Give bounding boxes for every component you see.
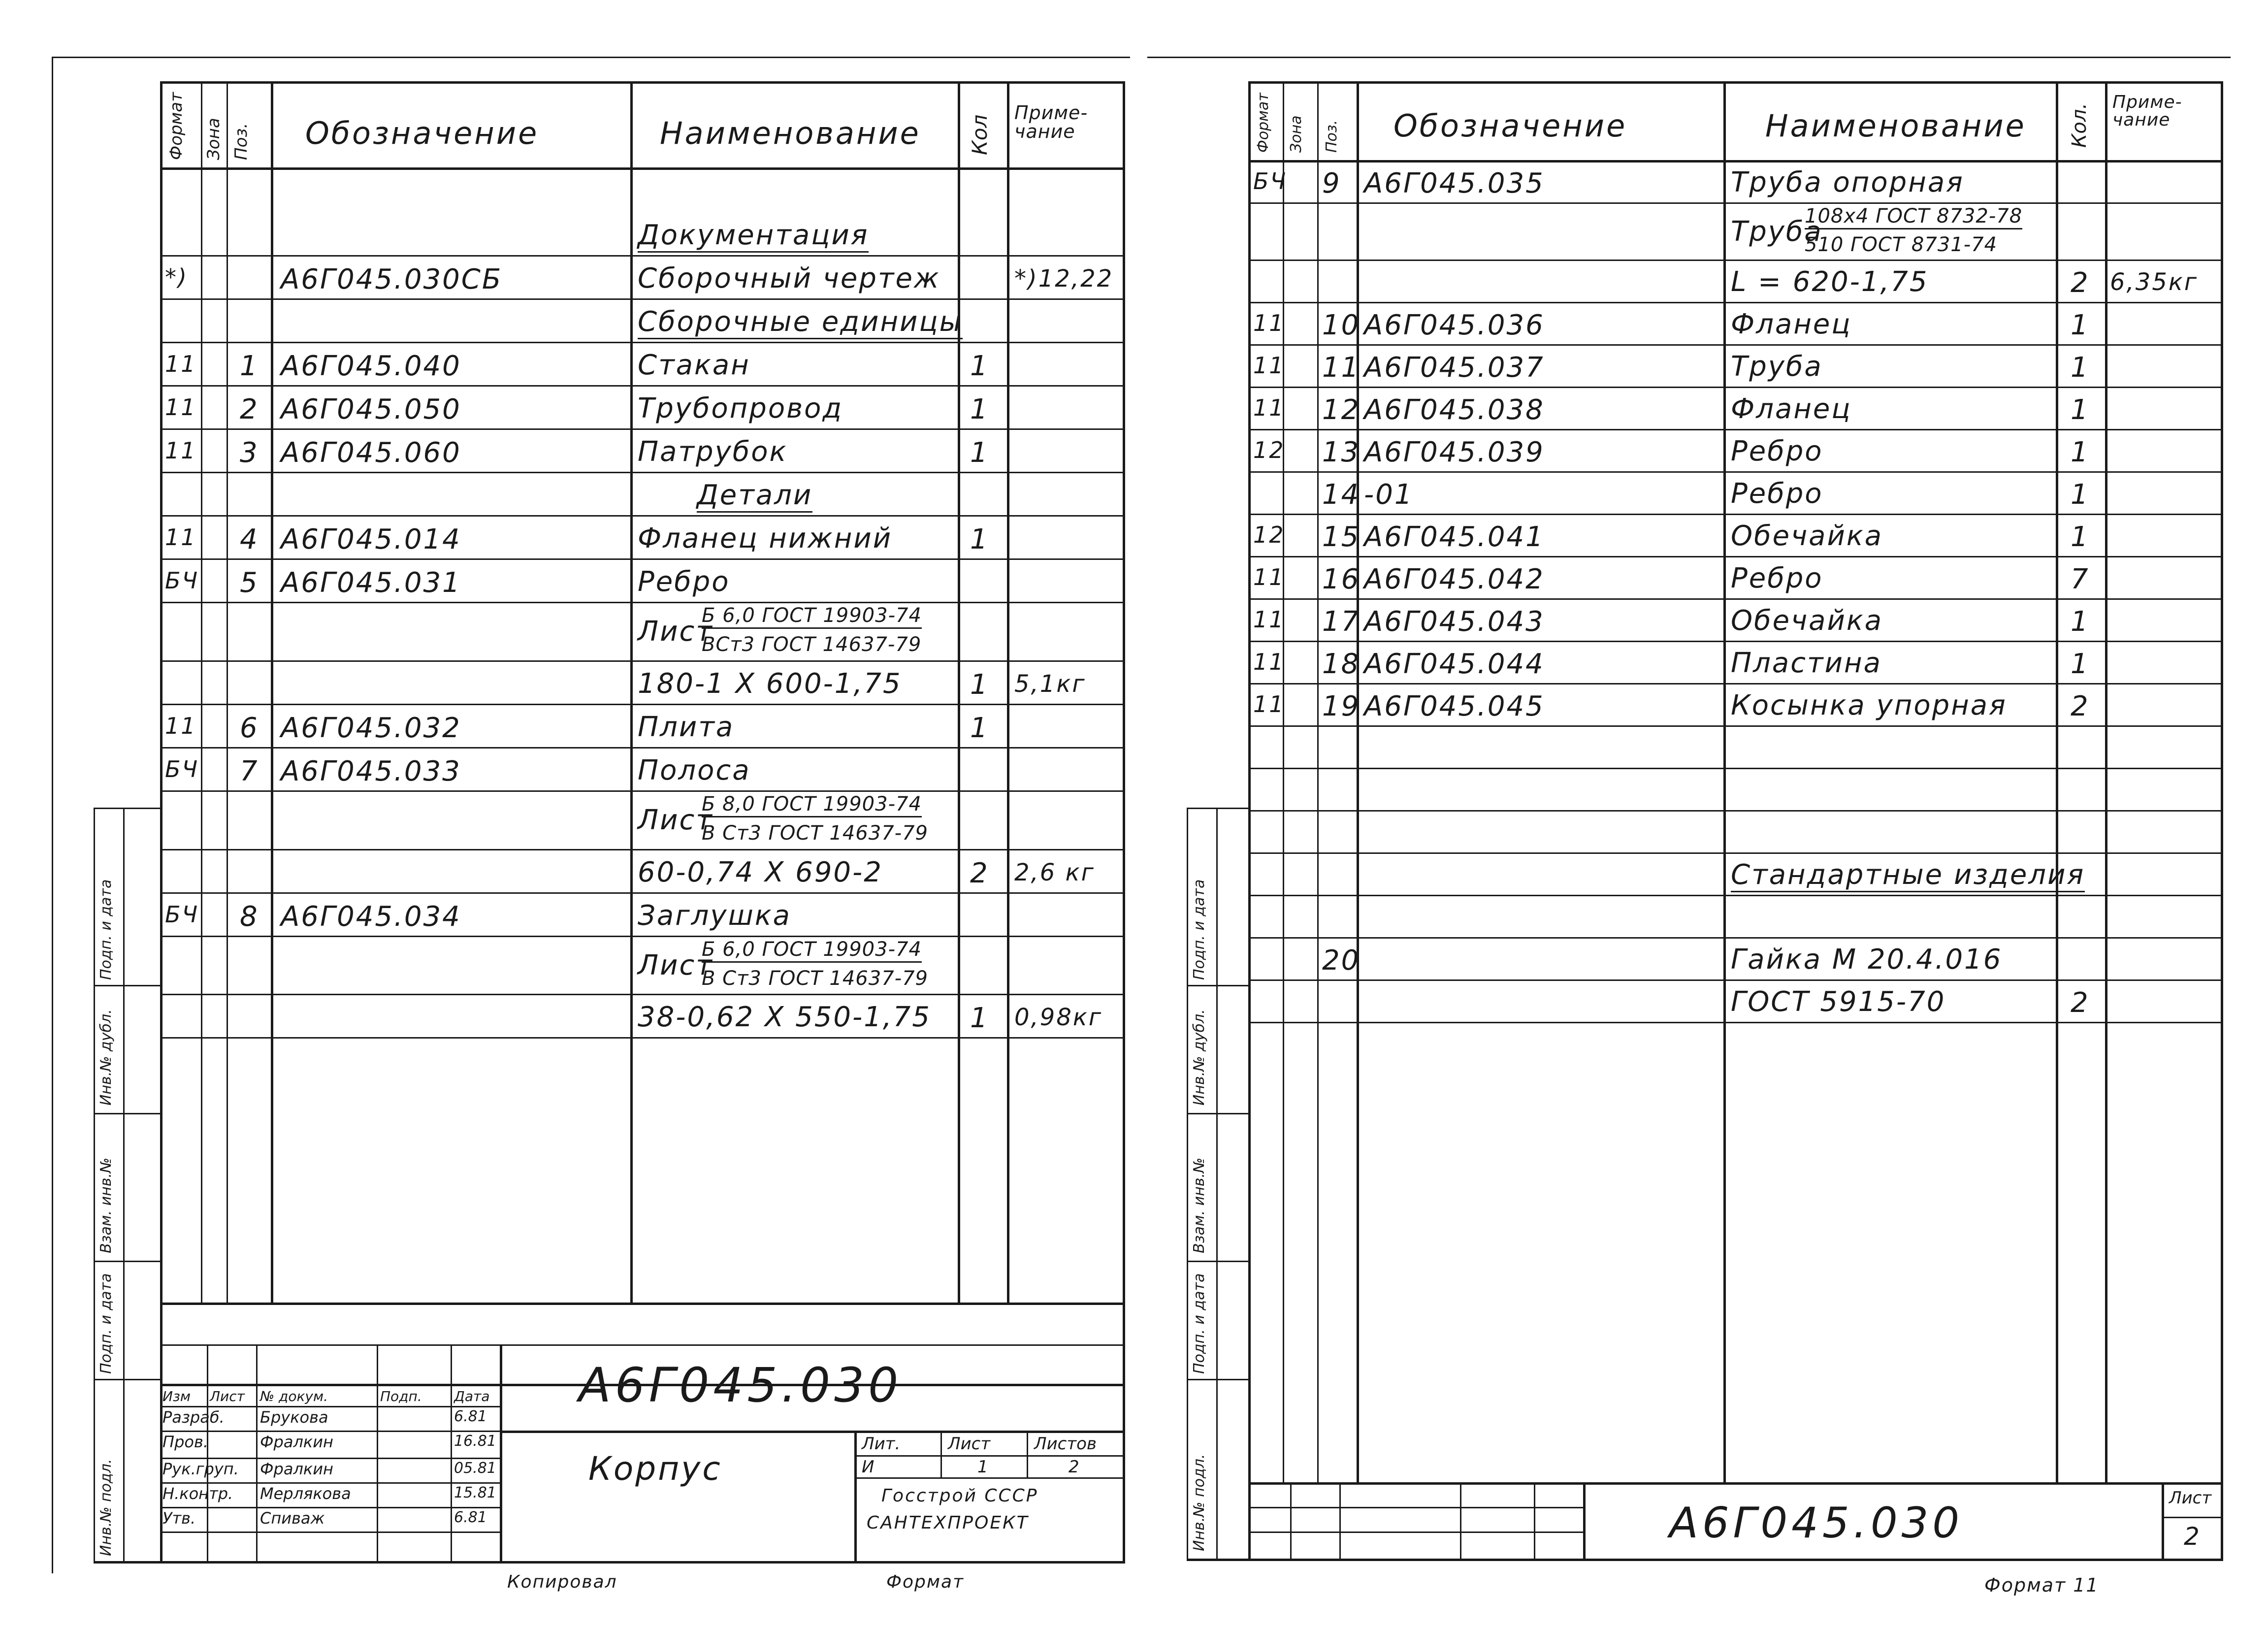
row-name: Стакан (638, 349, 750, 381)
row-position: 3 (240, 437, 259, 469)
tb-col-header: Дата (454, 1388, 490, 1404)
row-designation: А6Г045.045 (1364, 690, 1545, 723)
table-top-border (1248, 81, 2223, 84)
table-bottom-border (1187, 1559, 2223, 1561)
row-line (1248, 556, 2223, 557)
row-line (1248, 302, 2223, 303)
row-line (160, 558, 1125, 560)
footer-format: Формат 11 (1984, 1574, 2099, 1596)
row-name: Патрубок (638, 436, 788, 468)
row-name: Лист (638, 949, 713, 981)
row-qty: 1 (2071, 648, 2090, 681)
tb-col-header: Изм (162, 1388, 191, 1404)
row-note: 2,6 кг (1014, 858, 1095, 886)
frame-top (1147, 57, 2231, 58)
tb-col (1339, 1482, 1341, 1561)
tb-col (256, 1344, 258, 1561)
row-name: ГОСТ 5915-70 (1731, 986, 1946, 1018)
row-designation: А6Г045.039 (1364, 436, 1545, 469)
header-name: Наименование (660, 115, 921, 151)
row-designation: -01 (1364, 479, 1414, 511)
row-format: 11 (1253, 691, 1285, 718)
tb-col (1027, 1431, 1028, 1477)
tb-sheet-label: Лист (2169, 1488, 2212, 1508)
header-pos: Поз. (231, 123, 251, 160)
section-heading: Сборочные единицы (638, 308, 963, 339)
row-designation: А6Г045.041 (1364, 521, 1545, 554)
tb-line (160, 1531, 500, 1533)
row-format: БЧ (165, 755, 199, 782)
row-line (160, 255, 1125, 257)
tb-person-name: Брукова (260, 1408, 328, 1427)
row-format: 11 (1253, 352, 1285, 379)
row-line (1248, 598, 2223, 600)
row-designation: А6Г045.040 (281, 350, 461, 382)
side-strip-line (123, 808, 125, 1564)
row-position: 11 (1322, 352, 1361, 384)
footer-copied: Копировал (507, 1572, 617, 1592)
header-note: Приме-чание (1014, 102, 1088, 142)
row-line (160, 747, 1125, 749)
row-format: 11 (165, 437, 197, 464)
row-name: Фланец (1731, 308, 1852, 341)
row-qty: 1 (2071, 521, 2090, 554)
col-line (2056, 81, 2058, 1482)
tb-role: Разраб. (162, 1408, 225, 1427)
row-qty: 1 (2071, 479, 2090, 511)
tb-col (377, 1344, 378, 1561)
tb-person-name: Фралкин (260, 1460, 333, 1478)
row-format: 11 (1253, 310, 1285, 337)
row-position: 13 (1322, 436, 1361, 469)
row-name: 38-0,62 Х 550-1,75 (638, 1001, 931, 1034)
row-line (160, 994, 1125, 995)
row-format: 12 (1253, 437, 1285, 464)
header-qty: Кол. (2068, 102, 2091, 148)
row-designation: А6Г045.031 (281, 567, 461, 599)
row-material-top: 108х4 ГОСТ 8732-78 (1805, 206, 2022, 229)
row-line (1248, 937, 2223, 939)
row-line (160, 428, 1125, 430)
row-name: Гайка М 20.4.016 (1731, 944, 2003, 976)
row-material-bottom: В Ст3 ГОСТ 14637-79 (702, 967, 928, 990)
row-line (1248, 683, 2223, 684)
row-name: Пластина (1731, 647, 1882, 680)
table-right-border (1123, 81, 1125, 1564)
row-designation: А6Г045.032 (281, 712, 461, 744)
row-qty: 2 (2071, 267, 2090, 299)
row-designation: А6Г045.034 (281, 900, 461, 933)
header-qty: Кол (968, 114, 992, 155)
tb-line (160, 1458, 500, 1459)
row-line (160, 298, 1125, 300)
tb-org2: САНТЕХПРОЕКТ (867, 1513, 1029, 1533)
tb-top (160, 1303, 1125, 1305)
row-qty: 1 (970, 668, 989, 701)
tb-col (854, 1431, 857, 1561)
row-line (1248, 895, 2223, 896)
tb-col-header: № докум. (260, 1388, 328, 1404)
row-name: Плита (638, 711, 735, 743)
row-name: Ребро (1731, 562, 1823, 595)
tb-line (160, 1406, 500, 1407)
row-name: Полоса (638, 754, 751, 786)
row-designation: А6Г045.050 (281, 393, 461, 425)
row-format: БЧ (165, 567, 199, 594)
row-line (1248, 344, 2223, 346)
side-strip-sep (94, 985, 160, 986)
tb-title: Корпус (588, 1450, 722, 1488)
header-name: Наименование (1765, 108, 2026, 144)
row-format: БЧ (1253, 168, 1288, 195)
row-position: 1 (240, 350, 259, 382)
tb-sheet-value: 1 (977, 1457, 988, 1477)
tb-col (207, 1344, 208, 1561)
row-name: Фланец нижний (638, 522, 893, 554)
header-zone: Зона (1288, 115, 1305, 153)
side-strip-sep (94, 1113, 160, 1114)
row-format: БЧ (165, 901, 199, 928)
row-line (160, 472, 1125, 473)
row-name: Труба (1731, 216, 1823, 248)
row-line (1248, 202, 2223, 204)
side-label: Подп. и дата (1191, 1273, 1208, 1374)
row-name: Труба опорная (1731, 166, 1964, 198)
row-line (160, 936, 1125, 937)
row-line (160, 602, 1125, 603)
side-label: Инв.№ дубл. (97, 1009, 115, 1106)
row-note: *)12,22 (1014, 265, 1114, 293)
footer-format: Формат (886, 1572, 965, 1592)
tb-line (500, 1431, 1125, 1433)
table-left-border (160, 81, 162, 1564)
header-zone: Зона (204, 118, 224, 160)
side-label: Взам. инв.№ (97, 1157, 115, 1253)
row-name: Ребро (638, 566, 730, 598)
row-position: 18 (1322, 648, 1361, 681)
row-name: Ребро (1731, 478, 1823, 510)
row-qty: 1 (970, 350, 989, 382)
row-material-top: Б 6,0 ГОСТ 19903-74 (702, 940, 922, 963)
row-format: 11 (1253, 649, 1285, 676)
header-bottom (160, 167, 1125, 170)
row-format: 12 (1253, 521, 1285, 549)
col-line (227, 81, 228, 1303)
row-position: 7 (240, 755, 259, 787)
row-name: Лист (638, 804, 713, 837)
row-designation: А6Г045.037 (1364, 352, 1545, 384)
row-name: Обечайка (1731, 520, 1883, 553)
row-line (1248, 810, 2223, 812)
row-position: 12 (1322, 394, 1361, 426)
section-heading: Документация (638, 222, 869, 253)
side-strip-top (1187, 808, 1248, 809)
tb-col (1534, 1482, 1535, 1561)
tb-line (854, 1477, 1125, 1479)
table-top-border (160, 81, 1125, 84)
header-format: Формат (166, 92, 186, 160)
side-strip-sep (1187, 985, 1248, 986)
row-material-bottom: 510 ГОСТ 8731-74 (1805, 233, 1998, 257)
col-line (1283, 81, 1284, 1482)
row-line (1248, 852, 2223, 854)
row-designation: А6Г045.044 (1364, 648, 1545, 681)
header-format: Формат (1255, 93, 1272, 153)
header-designation: Обозначение (305, 115, 539, 151)
row-line (160, 385, 1125, 387)
tb-org1: Госстрой СССР (881, 1486, 1038, 1506)
row-note: 0,98кг (1014, 1004, 1103, 1032)
row-qty: 1 (970, 712, 989, 744)
row-qty: 1 (2071, 436, 2090, 469)
row-line (160, 515, 1125, 517)
row-note: 5,1кг (1014, 670, 1086, 698)
row-format: 11 (165, 351, 197, 377)
row-line (1248, 260, 2223, 261)
row-qty: 1 (970, 1002, 989, 1035)
tb-line (1248, 1507, 1583, 1508)
row-name: Труба (1731, 351, 1823, 383)
tb-date: 15.81 (454, 1484, 496, 1501)
col-line (1723, 81, 1726, 1482)
side-strip-top (94, 808, 160, 809)
side-label: Подп. и дата (97, 879, 115, 980)
tb-sheets-value: 2 (1069, 1457, 1079, 1477)
side-strip-sep (1187, 1261, 1248, 1262)
side-strip-line (1187, 808, 1188, 1561)
row-qty: 2 (2071, 690, 2090, 723)
row-name: 180-1 Х 600-1,75 (638, 667, 902, 700)
row-designation: А6Г045.035 (1364, 167, 1545, 199)
tb-col (1460, 1482, 1461, 1561)
row-name: Косынка упорная (1731, 689, 2007, 722)
tb-col-header: Лист (210, 1388, 245, 1404)
tb-role: Рук.груп. (162, 1460, 239, 1478)
tb-date: 16.81 (454, 1433, 496, 1450)
row-line (160, 342, 1125, 343)
tb-col (500, 1344, 502, 1561)
row-material-bottom: ВСт3 ГОСТ 14637-79 (702, 633, 922, 656)
row-qty: 1 (970, 437, 989, 469)
row-position: 19 (1322, 690, 1361, 723)
row-line (1248, 725, 2223, 727)
tb-line (160, 1431, 500, 1432)
header-pos: Поз. (1323, 120, 1340, 153)
table-bottom-border (94, 1561, 1125, 1564)
side-strip-line (94, 808, 95, 1564)
row-designation: А6Г045.033 (281, 755, 461, 787)
row-format: 11 (1253, 606, 1285, 633)
tb-line (854, 1455, 1125, 1457)
tb-person-name: Спиваж (260, 1509, 325, 1528)
row-line (160, 704, 1125, 705)
col-line (1317, 81, 1319, 1482)
row-name: Заглушка (638, 899, 791, 932)
row-note: 6,35кг (2110, 268, 2199, 296)
row-position: 6 (240, 712, 259, 744)
row-designation: А6Г045.030СБ (281, 263, 503, 295)
row-line (1248, 471, 2223, 473)
tb-line (160, 1507, 500, 1508)
side-strip-sep (1187, 1379, 1248, 1380)
row-line (160, 1037, 1125, 1039)
row-position: 8 (240, 900, 259, 933)
tb-sheet-value: 2 (2184, 1522, 2200, 1551)
row-line (1248, 979, 2223, 981)
frame-top (52, 57, 1130, 58)
row-position: 10 (1322, 309, 1361, 342)
tb-line (160, 1344, 1125, 1346)
tb-line (1248, 1531, 1583, 1533)
tb-role: Утв. (162, 1509, 196, 1528)
row-name: 60-0,74 Х 690-2 (638, 856, 883, 888)
tb-line (2162, 1517, 2223, 1518)
tb-lit-label: Лит. (862, 1434, 901, 1454)
row-position: 15 (1322, 521, 1361, 554)
row-format: 11 (165, 394, 197, 421)
row-material-top: Б 8,0 ГОСТ 19903-74 (702, 794, 922, 817)
col-line (2105, 81, 2107, 1482)
tb-col (1583, 1482, 1586, 1561)
row-position: 16 (1322, 563, 1361, 596)
row-name: L = 620-1,75 (1731, 266, 1929, 298)
row-qty: 1 (2071, 352, 2090, 384)
row-line (1248, 641, 2223, 642)
row-qty: 1 (2071, 606, 2090, 638)
row-line (160, 660, 1125, 662)
tb-lit-value: И (862, 1457, 875, 1477)
row-line (1248, 514, 2223, 515)
header-bottom (1248, 160, 2223, 163)
row-designation: А6Г045.014 (281, 523, 461, 555)
row-qty: 2 (2071, 987, 2090, 1019)
col-line (958, 81, 960, 1303)
row-designation: А6Г045.042 (1364, 563, 1545, 596)
tb-role: Н.контр. (162, 1484, 233, 1503)
row-qty: 2 (970, 857, 989, 889)
row-name: Ребро (1731, 435, 1823, 468)
row-line (160, 790, 1125, 792)
header-note: Приме-чание (2112, 92, 2182, 130)
tb-date: 05.81 (454, 1460, 496, 1477)
tb-date: 6.81 (454, 1408, 487, 1425)
tb-col (451, 1344, 452, 1561)
side-label: Взам. инв.№ (1191, 1157, 1208, 1253)
tb-sheets-label: Листов (1034, 1434, 1097, 1454)
side-label: Инв.№ подл. (1191, 1454, 1208, 1551)
row-position: 9 (1322, 167, 1341, 199)
tb-line (160, 1482, 500, 1484)
row-name: Сборочный чертеж (638, 262, 940, 294)
row-position: 5 (240, 567, 259, 599)
col-line (630, 81, 633, 1303)
row-qty: 1 (2071, 394, 2090, 426)
row-material-top: Б 6,0 ГОСТ 19903-74 (702, 606, 922, 629)
row-format: 11 (1253, 564, 1285, 591)
section-heading: Детали (697, 482, 812, 513)
row-designation: А6Г045.036 (1364, 309, 1545, 342)
tb-person-name: Мерлякова (260, 1484, 351, 1503)
row-designation: А6Г045.043 (1364, 606, 1545, 638)
tb-col (1290, 1482, 1292, 1561)
row-name: Трубопровод (638, 392, 843, 424)
row-format: 11 (165, 712, 197, 739)
header-designation: Обозначение (1393, 108, 1627, 144)
row-line (160, 849, 1125, 850)
tb-date: 6.81 (454, 1509, 487, 1526)
section-heading: Стандартные изделия (1731, 861, 2085, 892)
col-line (201, 81, 202, 1303)
frame-left (52, 57, 53, 1573)
row-name: Лист (638, 616, 713, 648)
side-strip-line (1216, 808, 1218, 1561)
right-sheet (1147, 0, 2268, 1629)
tb-top (1248, 1482, 2223, 1485)
tb-role: Пров. (162, 1433, 208, 1451)
row-format: 11 (165, 524, 197, 551)
row-qty: 1 (2071, 309, 2090, 342)
row-qty: 1 (970, 393, 989, 425)
row-qty: 1 (970, 523, 989, 555)
tb-code: А6Г045.030 (579, 1358, 903, 1413)
row-format: 11 (1253, 394, 1285, 422)
row-designation: А6Г045.038 (1364, 394, 1545, 426)
row-material-bottom: В Ст3 ГОСТ 14637-79 (702, 822, 928, 845)
side-strip-sep (1187, 1113, 1248, 1114)
row-line (1248, 387, 2223, 388)
row-line (1248, 768, 2223, 769)
row-position: 17 (1322, 606, 1361, 638)
row-position: 14 (1322, 479, 1361, 511)
row-position: 20 (1322, 945, 1361, 977)
col-line (1007, 81, 1009, 1303)
side-strip-sep (94, 1261, 160, 1262)
row-position: 2 (240, 393, 259, 425)
row-line (1248, 429, 2223, 430)
row-name: Обечайка (1731, 605, 1883, 637)
col-line (271, 81, 273, 1303)
row-designation: А6Г045.060 (281, 437, 461, 469)
tb-col (940, 1431, 942, 1477)
tb-code: А6Г045.030 (1669, 1499, 1964, 1548)
col-line (1357, 81, 1359, 1482)
row-line (1248, 1022, 2223, 1023)
row-qty: 7 (2071, 563, 2090, 596)
side-strip-sep (94, 1379, 160, 1380)
tb-col-header: Подп. (380, 1388, 422, 1404)
row-line (160, 892, 1125, 894)
tb-col (2162, 1482, 2164, 1561)
row-name: Фланец (1731, 393, 1852, 425)
side-label: Подп. и дата (1191, 879, 1208, 980)
side-label: Инв.№ дубл. (1191, 1009, 1208, 1106)
row-format: *) (165, 264, 188, 291)
side-label: Инв.№ подл. (97, 1459, 115, 1556)
side-label: Подп. и дата (97, 1273, 115, 1374)
tb-person-name: Фралкин (260, 1433, 333, 1451)
tb-sheet-label: Лист (948, 1434, 991, 1454)
row-position: 4 (240, 523, 259, 555)
